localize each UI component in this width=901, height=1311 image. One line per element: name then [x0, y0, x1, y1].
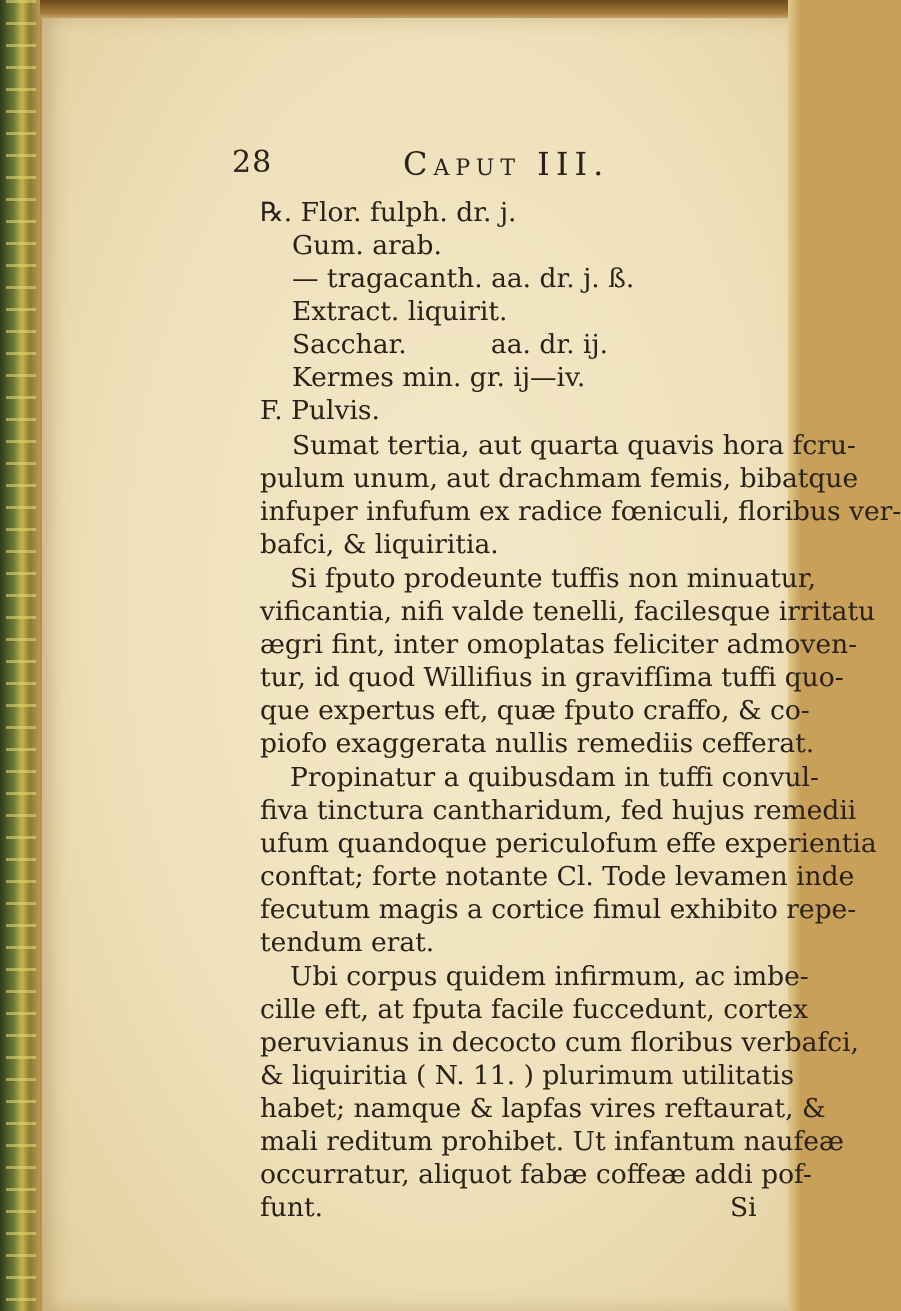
- body-line: fiva tinctura cantharidum, fed hujus remedii: [260, 795, 857, 826]
- body-line: peruvianus in decocto cum floribus verbafci,: [260, 1027, 859, 1058]
- body-line: vificantia, nifi valde tenelli, facilesque irritatu: [260, 596, 876, 627]
- body-line: fecutum magis a cortice fimul exhibito repe-: [260, 894, 857, 925]
- recipe-line: — tragacanth. aa. dr. j. ß.: [292, 263, 635, 294]
- body-line: tendum erat.: [260, 927, 435, 958]
- body-line: infuper infufum ex radice fœniculi, floribus ver-: [260, 496, 901, 527]
- recipe-line: F. Pulvis.: [260, 395, 380, 426]
- body-line: bafci, & liquiritia.: [260, 529, 499, 560]
- body-line: pulum unum, aut drachmam femis, bibatque: [260, 463, 859, 494]
- body-line: & liquiritia ( N. 11. ) plurimum utilitatis: [260, 1060, 795, 1091]
- body-line: cille eft, at fputa facile fuccedunt, cortex: [260, 994, 809, 1025]
- body-line: tur, id quod Willifius in gravifſima tuffi quo-: [260, 662, 844, 693]
- body-line: mali reditum prohibet. Ut infantum naufeæ: [260, 1126, 844, 1157]
- catchword: Si: [730, 1192, 757, 1223]
- body-line: que expertus eft, quæ fputo craffo, & co-: [260, 695, 810, 726]
- body-line: habet; namque & lapfas vires reftaurat, &: [260, 1093, 826, 1124]
- running-header: [0, 145, 800, 185]
- body-line: piofo exaggerata nullis remediis cefferat.: [260, 728, 815, 759]
- recipe-line: Sacchar. aa. dr. ij.: [292, 329, 609, 360]
- body-line: Si fputo prodeunte tuffis non minuatur,: [290, 563, 817, 594]
- recipe-line: Extract. liquirit.: [292, 296, 508, 327]
- body-line: Sumat tertia, aut quarta quavis hora fcru-: [292, 430, 856, 461]
- page-number: 28: [232, 145, 273, 180]
- body-line: ægri fint, inter omoplatas feliciter admoven-: [260, 629, 858, 660]
- body-line: ufum quandoque periculofum effe experientia: [260, 828, 877, 859]
- recipe-line: ℞. Flor. fulph. dr. j.: [260, 197, 517, 228]
- body-line: funt.: [260, 1192, 324, 1223]
- recipe-line: Kermes min. gr. ij—iv.: [292, 362, 586, 393]
- body-line: conftat; forte notante Cl. Tode levamen inde: [260, 861, 855, 892]
- recipe-line: Gum. arab.: [292, 230, 442, 261]
- body-line: Propinatur a quibusdam in tuffi convul-: [290, 762, 819, 793]
- body-line: occurratur, aliquot fabæ coffeæ addi pof-: [260, 1159, 812, 1190]
- binding-decoration: [6, 0, 36, 1311]
- chapter-title: Caput III.: [403, 145, 610, 183]
- body-line: Ubi corpus quidem infirmum, ac imbe-: [290, 961, 809, 992]
